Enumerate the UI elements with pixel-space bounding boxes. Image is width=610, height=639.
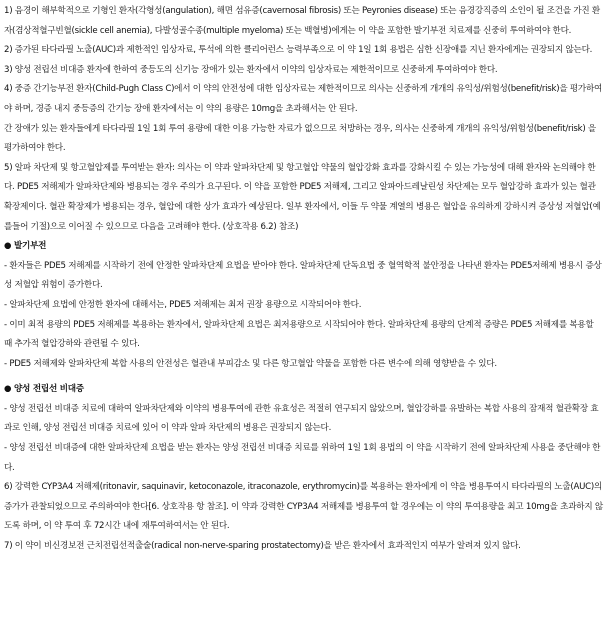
bph-bullet-1: - 양성 전립선 비대증 치료에 대하여 알파차단제와 이약의 병용투여에 관한 유효성은 적절히 연구되지 않았으며, 혈압강하를 유발하는 복합 사용의 잠재적 혈관확장 효과로 인해, 양성 전립선 비대증 치료에 있어 이 약과 알파 차단제의 병용은 권장되지 않는다. xyxy=(4,403,599,434)
ed-bullet-2: - 알파차단제 요법에 안정한 환자에 대해서는, PDE5 저해제는 최저 권장 용량으로 시작되어야 한다. xyxy=(4,299,362,310)
paragraph-4-continued: 간 장애가 있는 환자들에게 타다라필 1일 1회 투여 용량에 대한 이용 가능한 자료가 없으므로 처방하는 경우, 의사는 신중하게 개개의 유익성/위험성(benefit/risk) 을 평가하여야 한다. xyxy=(4,123,596,154)
ed-bullet-4: - PDE5 저해제와 알파차단제 복합 사용의 안전성은 혈관내 부피감소 및 다른 항고혈압 약물을 포함한 다른 변수에 의해 영향받을 수 있다. xyxy=(4,358,497,369)
bph-bullet-2: - 양성 전립선 비대증에 대한 알파차단제 요법을 받는 환자는 양성 전립선 비대증 치료를 위하여 1일 1회 용법의 이 약을 시작하기 전에 알파차단제 사용을 중단해야 한다. xyxy=(4,443,601,473)
ed-bullet-3: - 이미 최적 용량의 PDE5 저해제를 복용하는 환자에서, 알파차단제 요법은 최저용량으로 시작되어야 한다. 알파차단제 용량의 단계적 증량은 PDE5 저해제를 복용할 때 추가적 혈압강하와 관련될 수 있다. xyxy=(4,319,594,350)
section-heading-bph: ● 양성 전립선 비대증 xyxy=(4,384,84,395)
paragraph-5: 5) 알파 차단제 및 항고혈압제를 투여받는 환자: 의사는 이 약과 알파차단제 및 항고혈압 약물의 혈압강화 효과를 강화시킬 수 있는 가능성에 대해 환자와 논의해야 한다. PDE5 저해제가 알파차단제와 병용되는 경우 주의가 요구된다. 이 약을 포함한 PDE5 저해제, 그리고 알파아드레날린성 차단제는 모두 혈압강하 효과가 있는 혈관 확장제이다. 혈관 확장제가 병용되는 경우, 혈압에 대한 상가 효과가 예상된다. 일부 환자에서, 이들 두 약물 계열의 병용은 혈압을 유의하게 강하시켜 증상성 저혈압(예를들어 기절)으로 이어질 수 있으므로 다음을 고려해야 한다. (상호작용 6.2) 참조) xyxy=(4,162,601,232)
paragraph-7: 7) 이 약이 비신경보전 근치전립선적출술(radical non-nerve-sparing prostatectomy)을 받은 환자에서 효과적인지 여부가 알려져 있지 않다. xyxy=(4,541,521,552)
section-heading-erectile-dysfunction: ● 발기부전 xyxy=(4,241,47,252)
paragraph-6: 6) 강력한 CYP3A4 저해제(ritonavir, saquinavir, ketoconazole, itraconazole, erythromycin)를 복용하는 환자에게 이 약을 병용투여시 타다라필의 노출(AUC)의 증가가 관찰되었으므로 주의하여야 한다[6. 상호작용 항 참조]. 이 약과 강력한 CYP3A4 저해제를 병용투여 할 경우에는 이 약의 투여용량을 최고 10mg을 초과하지 않도록 하며, 이 약 투여 후 72시간 내에 재투여하여서는 안 된다. xyxy=(4,482,603,532)
paragraph-4: 4) 중증 간기능부전 환자(Child-Pugh Class C)에서 이 약의 안전성에 대한 임상자료는 제한적이므로 의사는 신중하게 개개의 유익성/위험성(benefit/risk)을 평가하여야 하며, 경증 내지 중등증의 간기능 장애 환자에서는 이 약의 용량은 10mg을 초과해서는 안 된다. xyxy=(4,84,603,114)
paragraph-2: 2) 증가된 타다라필 노출(AUC)과 제한적인 임상자료, 투석에 의한 클리어런스 능력부족으로 이 약 1일 1회 용법은 심한 신장애를 지닌 환자에게는 권장되지 않는다. xyxy=(4,45,593,56)
ed-bullet-1: - 환자들은 PDE5 저해제를 시작하기 전에 안정한 알파차단제 요법을 받아야 한다. 알파차단제 단독요법 중 혈역학적 불안정을 나타낸 환자는 PDE5저해제 병용시 증상성 저혈압 위험이 증가한다. xyxy=(4,260,602,291)
paragraph-3: 3) 양성 전립선 비대증 환자에 한하여 중등도의 신기능 장애가 있는 환자에서 이약의 임상자료는 제한적이므로 신중하게 투여하여야 한다. xyxy=(4,64,498,75)
paragraph-1: 1) 음경이 해부학적으로 기형인 환자(각형성(angulation), 해면 섬유증(cavernosal fibrosis) 또는 Peyronies disease) 또는 음경강직증의 소인이 될 조건을 가진 환자(겸상적혈구빈혈(sickle cell anemia), 다발성골수종(multiple myeloma) 또는 백혈병)에게는 이 약을 포함한 발기부전 치료제를 신중히 투여하여야 한다. xyxy=(4,6,600,36)
